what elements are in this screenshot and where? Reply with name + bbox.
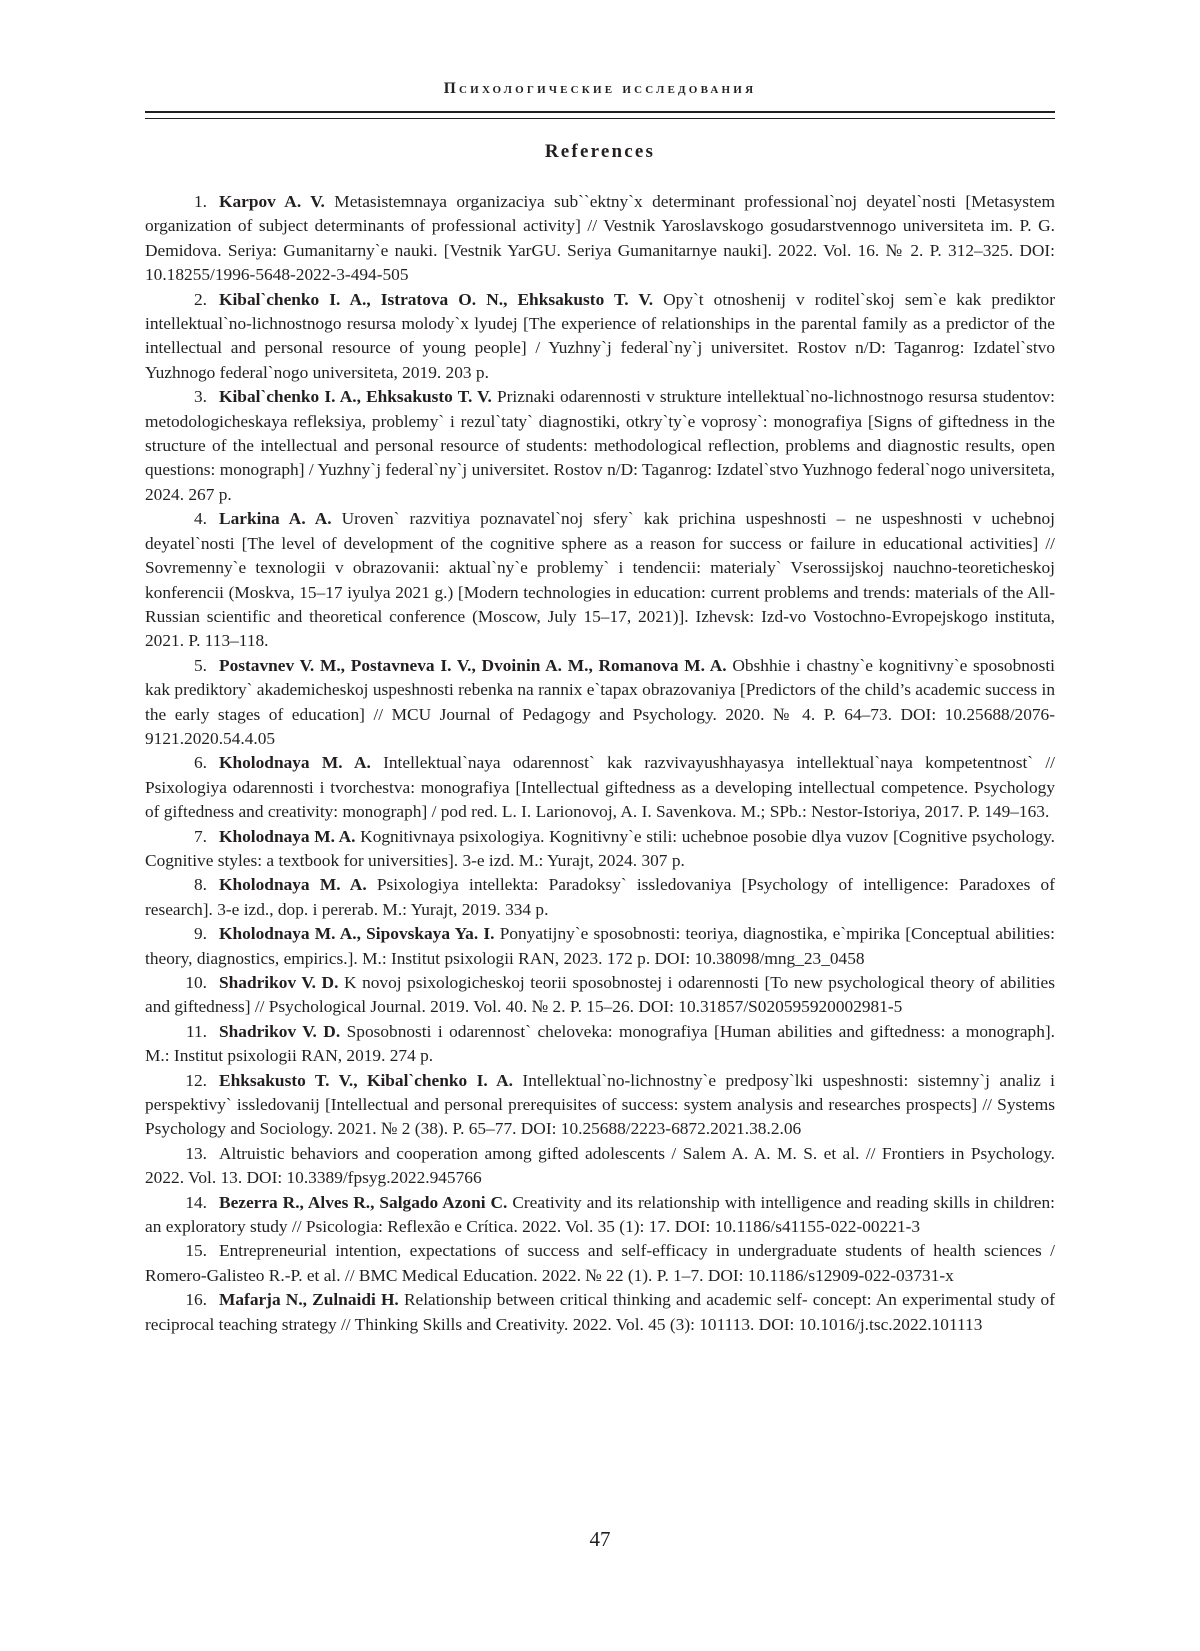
reference-item <box>145 825 1055 874</box>
reference-item <box>145 1142 1055 1191</box>
running-header-title: Психологические исследования <box>145 80 1055 98</box>
reference-text: Obshhie i chastny`e kognitivny`e sposobnosti kak prediktory` akademicheskoj uspeshnosti rebenka na rannix e`tapax obrazovaniya [Predictors of the child’s academic success in the early stages of education] // MCU Journal of Pedagogy and Psychology. 2020. № 4. P. 64–73. DOI: 10.25688/2076-9121.2020.54.4.05 <box>145 656 1055 748</box>
reference-number: 6. <box>145 751 219 775</box>
reference-authors: Shadrikov V. D. <box>219 973 338 992</box>
reference-number: 3. <box>145 385 219 409</box>
reference-number: 12. <box>145 1069 219 1093</box>
reference-item <box>145 190 1055 288</box>
reference-authors: Shadrikov V. D. <box>219 1022 340 1041</box>
reference-authors: Kholodnaya M. A., Sipovskaya Ya. I. <box>219 924 494 943</box>
reference-text: Relationship between critical thinking and academic self- concept: An experimental study of reciprocal teaching strategy // Thinking Skills and Creativity. 2022. Vol. 45 (3): 101113. DOI: 10.1016/j.tsc.2022.101113 <box>145 1290 1055 1333</box>
reference-text: Uroven` razvitiya poznavatel`noj sfery` kak prichina uspeshnosti – ne uspeshnosti v uchebnoj deyatel`nosti [The level of development of the cognitive sphere as a reason for success or failure in educational activities] // Sovremenny`e texnologii v obrazovanii: aktual`ny`e problemy` i tendencii: materialy` Vserossijskoj nauchno-teoreticheskoj konferencii (Moskva, 15–17 iyulya 2021 g.) [Modern technologies in education: current problems and trends: materials of the All-Russian scientific and theoretical conference (Moscow, July 15–17, 2021)]. Izhevsk: Izd-vo Vostochno-Evropejskogo instituta, 2021. P. 113–118. <box>145 509 1055 650</box>
header-rule-thick <box>145 111 1055 113</box>
reference-authors: Kholodnaya M. A. <box>219 753 371 772</box>
reference-number: 16. <box>145 1288 219 1312</box>
reference-text: Sposobnosti i odarennost` cheloveka: monografiya [Human abilities and giftedness: a monograph]. M.: Institut psixologii RAN, 2019. 274 p. <box>145 1022 1055 1065</box>
reference-number: 15. <box>145 1239 219 1263</box>
reference-item <box>145 922 1055 971</box>
page-number: 47 <box>145 1527 1055 1552</box>
reference-authors: Larkina A. A. <box>219 509 332 528</box>
reference-item <box>145 507 1055 653</box>
section-title: References <box>145 141 1055 163</box>
reference-item <box>145 873 1055 922</box>
reference-number: 5. <box>145 654 219 678</box>
reference-text: Entrepreneurial intention, expectations of success and self-efficacy in undergraduate students of health sciences / Romero-Galisteo R.-P. et al. // BMC Medical Education. 2022. № 22 (1). P. 1–7. DOI: 10.1186/s12909-022-03731-x <box>145 1241 1055 1284</box>
reference-number: 2. <box>145 288 219 312</box>
header-rule-thin <box>145 118 1055 119</box>
reference-number: 1. <box>145 190 219 214</box>
reference-item <box>145 654 1055 752</box>
reference-item <box>145 385 1055 507</box>
reference-authors: Mafarja N., Zulnaidi H. <box>219 1290 399 1309</box>
reference-item <box>145 1288 1055 1337</box>
reference-item <box>145 288 1055 386</box>
reference-text: Kognitivnaya psixologiya. Kognitivny`e stili: uchebnoe posobie dlya vuzov [Cognitive psychology. Cognitive styles: a textbook for universities]. 3-e izd. M.: Yurajt, 2024. 307 p. <box>145 827 1055 870</box>
reference-number: 7. <box>145 825 219 849</box>
reference-item <box>145 1239 1055 1288</box>
reference-number: 11. <box>145 1020 219 1044</box>
reference-item <box>145 1191 1055 1240</box>
reference-authors: Bezerra R., Alves R., Salgado Azoni C. <box>219 1193 507 1212</box>
reference-authors: Ehksakusto T. V., Kibal`chenko I. A. <box>219 1071 513 1090</box>
reference-text: Altruistic behaviors and cooperation among gifted adolescents / Salem A. A. M. S. et al. // Frontiers in Psychology. 2022. Vol. 13. DOI: 10.3389/fpsyg.2022.945766 <box>145 1144 1055 1187</box>
reference-item <box>145 971 1055 1020</box>
reference-text: Psixologiya intellekta: Paradoksy` issledovaniya [Psychology of intelligence: Paradoxes of research]. 3-e izd., dop. i pererab. M.: Yurajt, 2019. 334 p. <box>145 875 1055 918</box>
reference-number: 10. <box>145 971 219 995</box>
reference-text: Ponyatijny`e sposobnosti: teoriya, diagnostika, e`mpirika [Conceptual abilities: theory, diagnostics, empirics.]. M.: Institut psixologii RAN, 2023. 172 p. DOI: 10.38098/mng_23_0458 <box>145 924 1055 967</box>
reference-text: Intellektual`no-lichnostny`e predposy`lki uspeshnosti: sistemny`j analiz i perspektivy` issledovanij [Intellectual and personal prerequisites of success: system analysis and researches prospects] // Systems Psychology and Sociology. 2021. № 2 (38). P. 65–77. DOI: 10.25688/2223-6872.2021.38.2.06 <box>145 1071 1055 1139</box>
reference-text: K novoj psixologicheskoj teorii sposobnostej i odarennosti [To new psychological theory of abilities and giftedness] // Psychological Journal. 2019. Vol. 40. № 2. P. 15–26. DOI: 10.31857/S020595920002981-5 <box>145 973 1055 1016</box>
reference-number: 13. <box>145 1142 219 1166</box>
reference-item <box>145 1020 1055 1069</box>
reference-number: 9. <box>145 922 219 946</box>
reference-number: 4. <box>145 507 219 531</box>
reference-text: Opy`t otnoshenij v roditel`skoj sem`e kak prediktor intellektual`no-lichnostnogo resursa molody`x lyudej [The experience of relationships in the parental family as a predictor of the intellectual and personal resource of young people] / Yuzhny`j federal`ny`j universitet. Rostov n/D: Taganrog: Izdatel`stvo Yuzhnogo federal`nogo universiteta, 2019. 203 p. <box>145 290 1055 382</box>
reference-authors: Kibal`chenko I. A., Ehksakusto T. V. <box>219 387 492 406</box>
reference-authors: Karpov A. V. <box>219 192 325 211</box>
reference-number: 14. <box>145 1191 219 1215</box>
reference-number: 8. <box>145 873 219 897</box>
reference-list <box>145 190 1055 1337</box>
reference-item <box>145 751 1055 824</box>
reference-text: Metasistemnaya organizaciya sub``ektny`x determinant professional`noj deyatel`nosti [Metasystem organization of subject determinants of professional activity] // Vestnik Yaroslavskogo gosudarstvennogo universiteta im. P. G. Demidova. Seriya: Gumanitarny`e nauki. [Vestnik YarGU. Seriya Gumanitarnye nauki]. 2022. Vol. 16. № 2. P. 312–325. DOI: 10.18255/1996-5648-2022-3-494-505 <box>145 192 1055 284</box>
reference-text: Creativity and its relationship with intelligence and reading skills in children: an exploratory study // Psicologia: Reflexão e Crítica. 2022. Vol. 35 (1): 17. DOI: 10.1186/s41155-022-00221-3 <box>145 1193 1055 1236</box>
reference-authors: Kholodnaya M. A. <box>219 875 367 894</box>
reference-authors: Kibal`chenko I. A., Istratova O. N., Ehksakusto T. V. <box>219 290 653 309</box>
reference-authors: Kholodnaya M. A. <box>219 827 356 846</box>
reference-item <box>145 1069 1055 1142</box>
reference-text: Intellektual`naya odarennost` kak razvivayushhayasya intellektual`naya kompetentnost` // Psixologiya odarennosti i tvorchestva: monografiya [Intellectual giftedness as a developing intellectual competence. Psychology of giftedness and creativity: monograph] / pod red. L. I. Larionovoj, A. I. Savenkova. M.; SPb.: Nestor-Istoriya, 2017. P. 149–163. <box>145 753 1055 821</box>
reference-authors: Postavnev V. M., Postavneva I. V., Dvoinin A. M., Romanova M. A. <box>219 656 727 675</box>
reference-text: Priznaki odarennosti v strukture intellektual`no-lichnostnogo resursa studentov: metodologicheskaya refleksiya, problemy` i rezul`taty` diagnostiki, otkry`ty`e voprosy`: monografiya [Signs of giftedness in the structure of the intellectual and personal resource of students: methodological reflection, problems and diagnostic results, open questions: monograph] / Yuzhny`j federal`ny`j universitet. Rostov n/D: Taganrog: Izdatel`stvo Yuzhnogo federal`nogo universiteta, 2024. 267 p. <box>145 387 1055 504</box>
